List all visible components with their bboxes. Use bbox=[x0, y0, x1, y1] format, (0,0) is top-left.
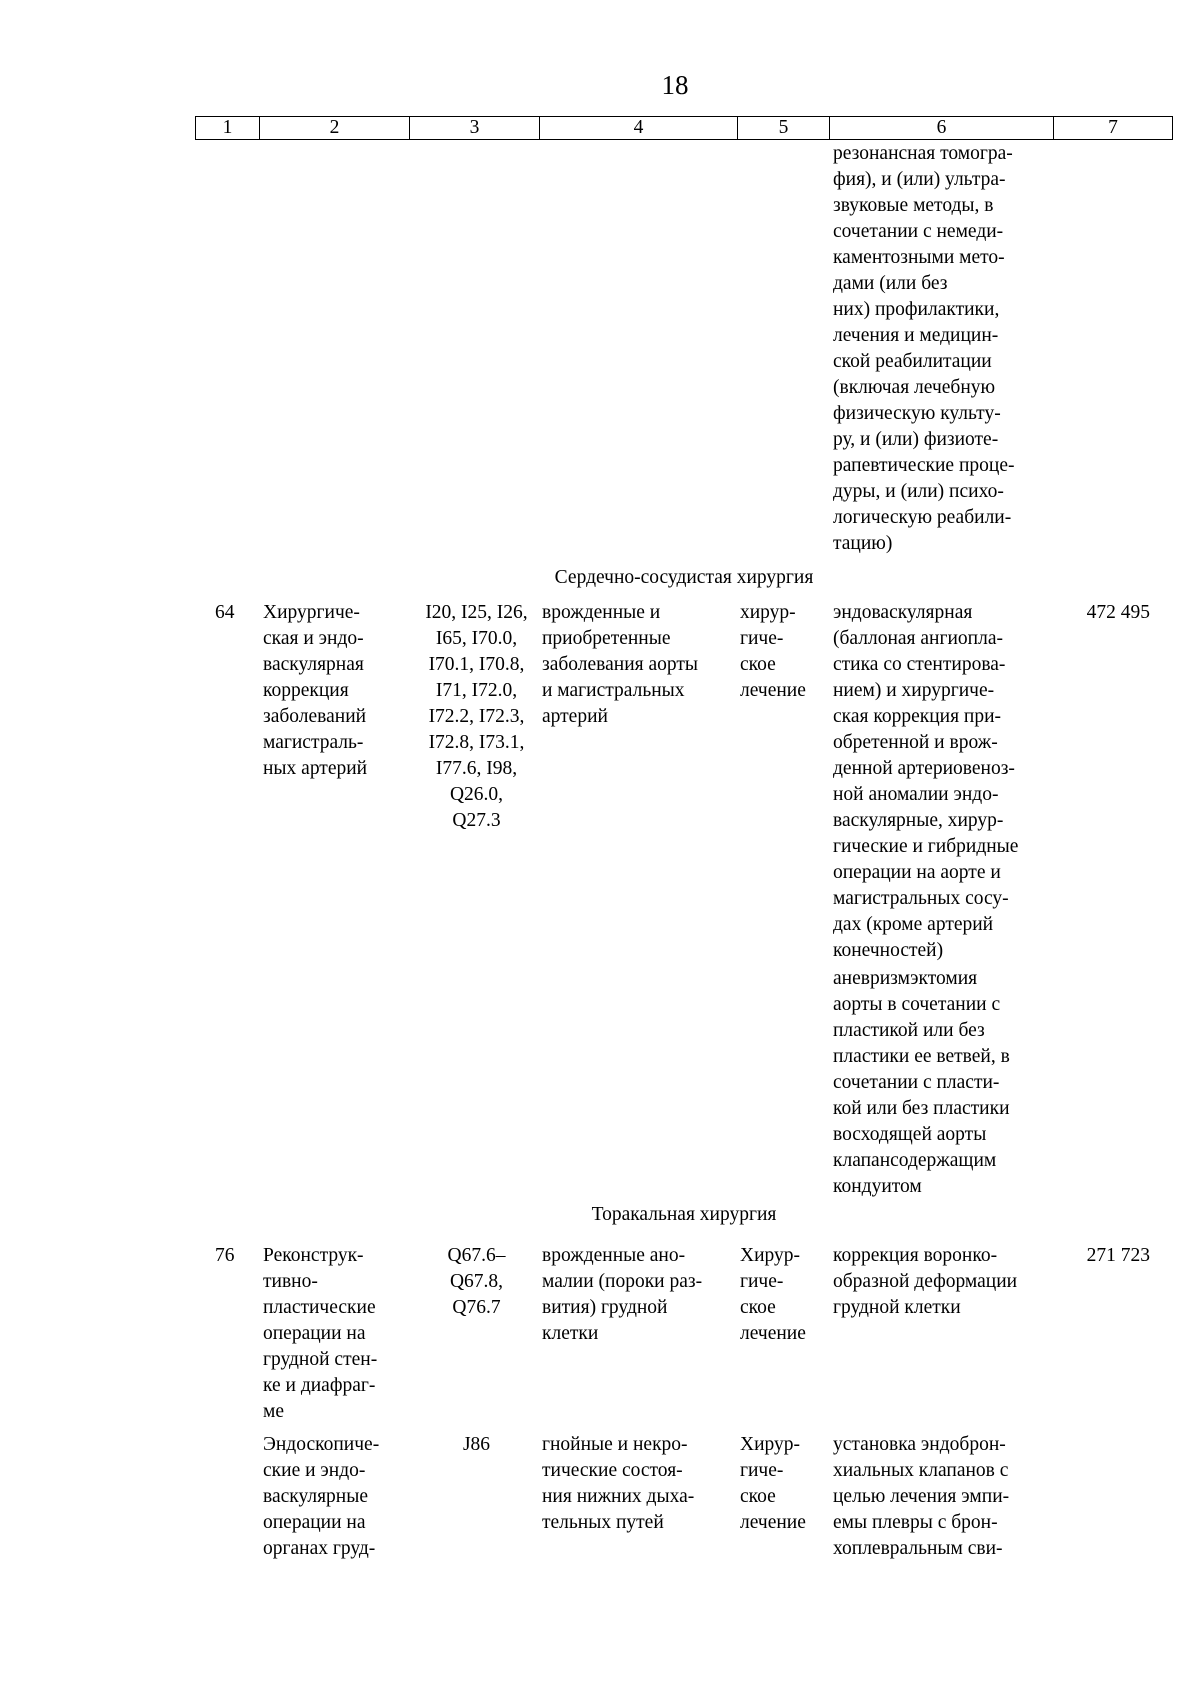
row-76b-method-group-line: операции на bbox=[263, 1512, 366, 1533]
section-title-thoracic bbox=[195, 1202, 1173, 1228]
row-76b-method bbox=[833, 1432, 1063, 1562]
row-76b-icd-codes-line: J86 bbox=[462, 1434, 491, 1455]
row-76b-patient-model-line: тические состоя- bbox=[542, 1460, 683, 1481]
row-76b-method-line: хиальных клапанов с bbox=[833, 1460, 1009, 1481]
row-64-icd-codes-line: I71, I72.0, bbox=[435, 680, 518, 701]
continuation-col6 bbox=[833, 141, 1063, 557]
row-64-method-a-line: васкулярные, хирур- bbox=[833, 810, 1004, 831]
row-76-patient-model-line: клетки bbox=[542, 1323, 599, 1344]
column-header-7: 7 bbox=[1108, 117, 1118, 138]
row-76-method-line: образной деформации bbox=[833, 1271, 1018, 1292]
row-64-icd-codes-line: I20, I25, I26, bbox=[425, 602, 528, 623]
section-title-cardio bbox=[195, 565, 1173, 591]
row-76b-method-group-line: ские и эндо- bbox=[263, 1460, 366, 1481]
continuation-col6-line: резонансная томогра- bbox=[833, 143, 1013, 164]
continuation-col6-line: ской реабилитации bbox=[833, 351, 992, 372]
row-76-icd-codes-line: Q67.8, bbox=[449, 1271, 504, 1292]
continuation-col6-line: физическую культу- bbox=[833, 403, 1001, 424]
row-64-method-group-line: коррекция bbox=[263, 680, 349, 701]
row-76-treatment-type-line: ское bbox=[740, 1297, 776, 1318]
row-64-method-a-line: ская коррекция при- bbox=[833, 706, 1002, 727]
continuation-col6-line: них) профилактики, bbox=[833, 299, 1000, 320]
row-76-treatment-type-line: лечение bbox=[740, 1323, 806, 1344]
row-76-method-group-line: операции на bbox=[263, 1323, 366, 1344]
column-header-2: 2 bbox=[260, 117, 410, 139]
row-76-treatment-type-line: Хирур- bbox=[740, 1245, 801, 1266]
continuation-col6-line: рапевтические проце- bbox=[833, 455, 1015, 476]
row-64-method-b bbox=[833, 966, 1063, 1200]
row-76-method-line: грудной клетки bbox=[833, 1297, 961, 1318]
row-64-patient-model-line: врожденные и bbox=[542, 602, 661, 623]
row-76b-method-line: емы плевры с брон- bbox=[833, 1512, 998, 1533]
row-76-method-group-line: ке и диафраг- bbox=[263, 1375, 376, 1396]
row-64-method-a-line: операции на аорте и bbox=[833, 862, 1001, 883]
row-64-icd-codes-line: I77.6, I98, bbox=[435, 758, 518, 779]
row-76-treatment-type-line: гиче- bbox=[740, 1271, 784, 1292]
row-64-treatment-type bbox=[740, 600, 832, 704]
row-64-treatment-type-line: ское bbox=[740, 654, 776, 675]
continuation-col6-line: тацию) bbox=[833, 533, 893, 554]
row-76b-patient-model-line: тельных путей bbox=[542, 1512, 664, 1533]
row-76-patient-model-line: вития) грудной bbox=[542, 1297, 668, 1318]
column-header-6: 6 bbox=[830, 117, 1054, 139]
row-64-cost bbox=[1060, 600, 1150, 626]
row-64-method-b-line: кой или без пластики bbox=[833, 1098, 1010, 1119]
row-64-number bbox=[215, 600, 255, 626]
row-76b-treatment-type-line: лечение bbox=[740, 1512, 806, 1533]
row-64-number-line: 64 bbox=[215, 602, 235, 623]
continuation-col6-line: дами (или без bbox=[833, 273, 948, 294]
row-76b-treatment-type bbox=[740, 1432, 832, 1536]
row-64-method-a-line: магистральных сосу- bbox=[833, 888, 1009, 909]
row-76b-treatment-type-line: гиче- bbox=[740, 1460, 784, 1481]
row-64-icd-codes bbox=[409, 600, 544, 834]
row-76-method-group bbox=[263, 1243, 411, 1425]
row-64-method-b-line: пластикой или без bbox=[833, 1020, 985, 1041]
row-76-icd-codes bbox=[409, 1243, 544, 1321]
column-header-5: 5 bbox=[738, 117, 830, 139]
row-76b-method-line: хоплевральным сви- bbox=[833, 1538, 1003, 1559]
row-64-icd-codes-line: Q27.3 bbox=[452, 810, 501, 831]
continuation-col6-line: фия), и (или) ультра- bbox=[833, 169, 1006, 190]
row-76-method-group-line: грудной стен- bbox=[263, 1349, 378, 1370]
row-76-method bbox=[833, 1243, 1063, 1321]
row-64-patient-model-line: заболевания аорты bbox=[542, 654, 698, 675]
row-76-number bbox=[215, 1243, 255, 1269]
column-header-row bbox=[195, 116, 1173, 140]
row-64-method-a-line: ной аномалии эндо- bbox=[833, 784, 999, 805]
row-76-cost bbox=[1060, 1243, 1150, 1269]
row-76b-patient-model-line: ния нижних дыха- bbox=[542, 1486, 695, 1507]
column-header-1: 1 bbox=[196, 117, 260, 139]
row-64-icd-codes-line: I72.8, I73.1, bbox=[428, 732, 525, 753]
row-64-method-a-line: стика со стентирова- bbox=[833, 654, 1006, 675]
row-64-method-b-line: сочетании с пласти- bbox=[833, 1072, 1000, 1093]
row-64-method-a-line: эндоваскулярная bbox=[833, 602, 973, 623]
row-64-icd-codes-line: I65, I70.0, bbox=[435, 628, 518, 649]
row-64-icd-codes-line: I70.1, I70.8, bbox=[428, 654, 525, 675]
column-header-4: 4 bbox=[540, 117, 738, 139]
row-64-method-group-line: ных артерий bbox=[263, 758, 368, 779]
page-number: 18 bbox=[661, 70, 689, 100]
row-64-treatment-type-line: лечение bbox=[740, 680, 806, 701]
row-64-patient-model-line: приобретенные bbox=[542, 628, 671, 649]
row-76b-treatment-type-line: Хирур- bbox=[740, 1434, 801, 1455]
row-64-method-group-line: Хирургиче- bbox=[263, 602, 360, 623]
continuation-col6-line: звуковые методы, в bbox=[833, 195, 994, 216]
row-64-method-a-line: дах (кроме артерий bbox=[833, 914, 994, 935]
row-64-icd-codes-line: Q26.0, bbox=[449, 784, 504, 805]
row-76-patient-model-line: врожденные ано- bbox=[542, 1245, 686, 1266]
row-64-patient-model bbox=[542, 600, 740, 730]
row-76b-patient-model bbox=[542, 1432, 740, 1536]
row-64-patient-model-line: артерий bbox=[542, 706, 608, 727]
row-76-method-group-line: ме bbox=[263, 1401, 284, 1422]
continuation-col6-line: (включая лечебную bbox=[833, 377, 996, 398]
row-76-patient-model bbox=[542, 1243, 740, 1347]
continuation-col6-line: дуры, и (или) психо- bbox=[833, 481, 1004, 502]
row-76b-method-line: установка эндоброн- bbox=[833, 1434, 1006, 1455]
row-76-number-line: 76 bbox=[215, 1245, 235, 1266]
row-76-method-line: коррекция воронко- bbox=[833, 1245, 998, 1266]
row-76-patient-model-line: малии (пороки раз- bbox=[542, 1271, 703, 1292]
continuation-col6-line: логическую реабили- bbox=[833, 507, 1012, 528]
section-title-cardio-line: Сердечно-сосудистая хирургия bbox=[554, 567, 814, 588]
row-76b-method-group bbox=[263, 1432, 411, 1562]
row-64-patient-model-line: и магистральных bbox=[542, 680, 685, 701]
row-64-method-b-line: аорты в сочетании с bbox=[833, 994, 1001, 1015]
row-76-cost-line: 271 723 bbox=[1086, 1245, 1150, 1266]
row-76-method-group-line: тивно- bbox=[263, 1271, 318, 1292]
row-64-method-group-line: заболеваний bbox=[263, 706, 367, 727]
row-76b-method-group-line: Эндоскопиче- bbox=[263, 1434, 380, 1455]
row-64-method-b-line: клапансодержащим bbox=[833, 1150, 997, 1171]
continuation-col6-line: каментозными мето- bbox=[833, 247, 1005, 268]
row-64-cost-line: 472 495 bbox=[1086, 602, 1150, 623]
row-64-method-a-line: денной артериовеноз- bbox=[833, 758, 1015, 779]
row-76b-method-group-line: васкулярные bbox=[263, 1486, 368, 1507]
row-76-icd-codes-line: Q67.6– bbox=[447, 1245, 506, 1266]
row-64-icd-codes-line: I72.2, I72.3, bbox=[428, 706, 525, 727]
row-76-icd-codes-line: Q76.7 bbox=[452, 1297, 501, 1318]
row-64-method-a-line: нием) и хирургиче- bbox=[833, 680, 995, 701]
continuation-col6-line: лечения и медицин- bbox=[833, 325, 999, 346]
row-64-method-a-line: гические и гибридные bbox=[833, 836, 1019, 857]
section-title-thoracic-line: Торакальная хирургия bbox=[591, 1204, 777, 1225]
column-header-3: 3 bbox=[410, 117, 540, 139]
row-64-method-a bbox=[833, 600, 1063, 964]
row-64-method-group-line: магистраль- bbox=[263, 732, 364, 753]
row-76b-patient-model-line: гнойные и некро- bbox=[542, 1434, 688, 1455]
row-76b-treatment-type-line: ское bbox=[740, 1486, 776, 1507]
row-64-method-b-line: пластики ее ветвей, в bbox=[833, 1046, 1010, 1067]
row-64-method-b-line: аневризмэктомия bbox=[833, 968, 978, 989]
row-64-method-a-line: обретенной и врож- bbox=[833, 732, 998, 753]
row-64-method-group-line: ская и эндо- bbox=[263, 628, 364, 649]
row-76b-icd-codes bbox=[409, 1432, 544, 1458]
row-76-method-group-line: Реконструк- bbox=[263, 1245, 364, 1266]
row-76b-method-group-line: органах груд- bbox=[263, 1538, 376, 1559]
row-64-method-group bbox=[263, 600, 411, 782]
row-76b-method-line: целью лечения эмпи- bbox=[833, 1486, 1010, 1507]
row-76-treatment-type bbox=[740, 1243, 832, 1347]
row-64-method-a-line: конечностей) bbox=[833, 940, 944, 961]
continuation-col6-line: ру, и (или) физиоте- bbox=[833, 429, 999, 450]
continuation-col6-line: сочетании с немеди- bbox=[833, 221, 1004, 242]
row-76-method-group-line: пластические bbox=[263, 1297, 376, 1318]
row-64-treatment-type-line: гиче- bbox=[740, 628, 784, 649]
row-64-method-group-line: васкулярная bbox=[263, 654, 364, 675]
row-64-treatment-type-line: хирур- bbox=[740, 602, 796, 623]
row-64-method-a-line: (баллоная ангиопла- bbox=[833, 628, 1003, 649]
row-64-method-b-line: восходящей аорты bbox=[833, 1124, 987, 1145]
row-64-method-b-line: кондуитом bbox=[833, 1176, 922, 1197]
